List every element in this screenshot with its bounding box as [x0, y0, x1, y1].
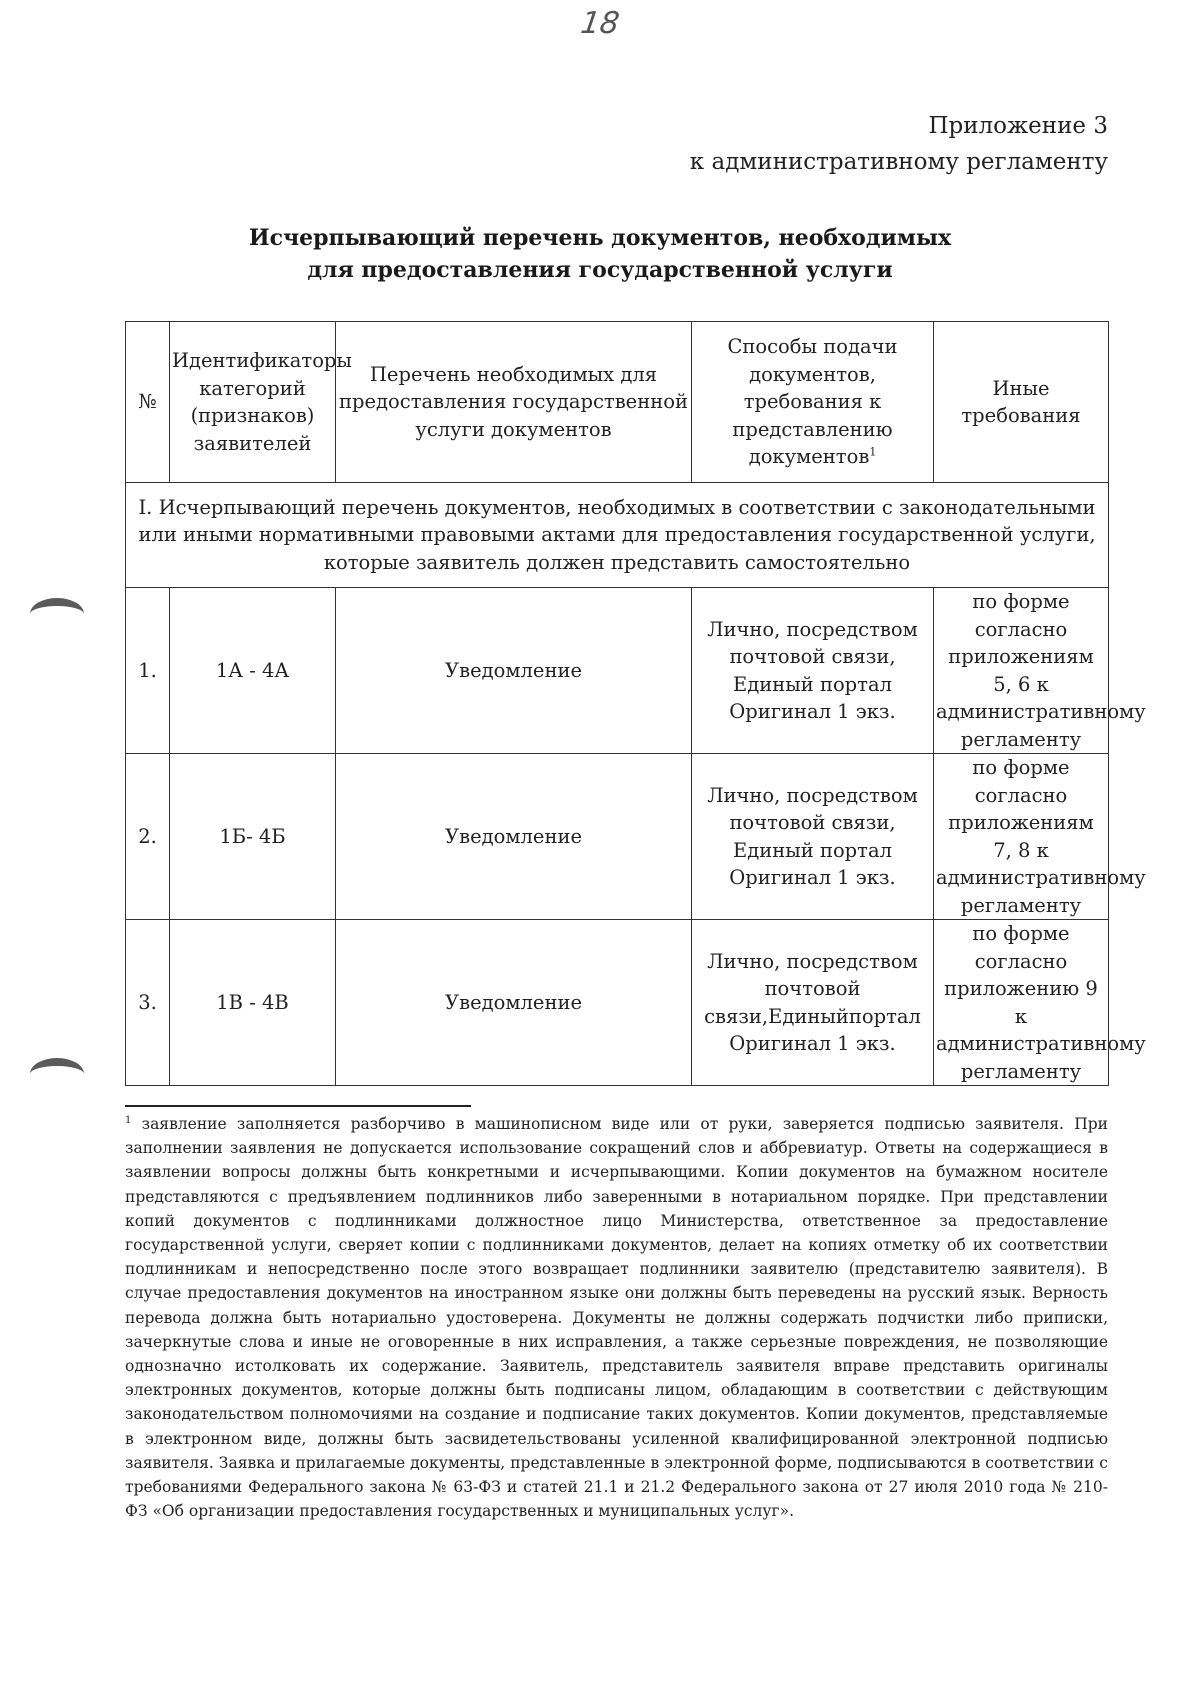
binder-hole-mark: [30, 1058, 84, 1090]
row-applicant-ids: 1Б- 4Б: [170, 754, 336, 920]
documents-table: [125, 321, 1146, 1086]
row-number: 3.: [126, 920, 170, 1086]
footnote-ref: 1: [869, 445, 877, 459]
title-line-1: Исчерпывающий перечень документов, необходимых: [248, 225, 952, 251]
section-heading: I. Исчерпывающий перечень документов, необходимых в соответствии с законодательными или иными нормативными правовыми актами для предоставления государственной услуги, которые заявитель должен представить самостоятельно: [126, 483, 1109, 588]
header-other-requirements: Иные требования: [934, 322, 1109, 483]
row-submission-method: Лично, посредством почтовой связи,Единыйпортал Оригинал 1 экз.: [692, 920, 934, 1086]
row-other-requirements: по форме согласно приложению 9 к административному регламенту: [934, 920, 1109, 1086]
footnote: [125, 1112, 1108, 1523]
footnote-text: заявление заполняется разборчиво в машинописном виде или от руки, заверяется подписью заявителя. При заполнении заявления не допускается использование сокращений слов и аббревиатур. Ответы на содержащиеся в заявлении вопросы должны быть конкретными и исчерпывающими. Копии документов на бумажном носителе представляются с предъявлением подлинников либо заверенными в нотариальном порядке. При представлении копий документов с подлинниками должностное лицо Министерства, ответственное за предоставление государственной услуги, сверяет копии с подлинниками документов, делает на копиях отметку об их соответствии подлинникам и непосредственно после этого возвращает подлинники заявителю (представителю заявителя). В случае предоставления документов на иностранном языке они должны быть переведены на русский язык. Верность перевода должна быть нотариально удостоверена. Документы не должны содержать подчистки либо приписки, зачеркнутые слова и иные не оговоренные в них исправления, а также серьезные повреждения, не позволяющие однозначно истолковать их содержание. Заявитель, представитель заявителя вправе представить оригиналы электронных документов, которые должны быть подписаны лицом, обладающим в соответствии с действующим законодательством полномочиями на создание и подписание таких документов. Копии документов, представляемые в электронном виде, должны быть засвидетельствованы усиленной квалифицированной электронной подписью заявителя. Заявка и прилагаемые документы, представленные в электронной форме, подписываются в соответствии с требованиями Федерального закона № 63-ФЗ и статей 21.1 и 21.2 Федерального закона от 27 июля 2010 года № 210-ФЗ «Об организации предоставления государственных и муниципальных услуг».: [125, 1115, 1108, 1521]
table-row: [126, 920, 1109, 1086]
document-title: [0, 222, 1200, 286]
row-submission-method: Лично, посредством почтовой связи, Единый портал Оригинал 1 экз.: [692, 754, 934, 920]
section-row: [126, 483, 1109, 588]
row-document: Уведомление: [336, 920, 692, 1086]
header-number: №: [126, 322, 170, 483]
row-applicant-ids: 1В - 4В: [170, 920, 336, 1086]
table-row: [126, 754, 1109, 920]
row-applicant-ids: 1А - 4А: [170, 588, 336, 754]
table-header-row: [126, 322, 1109, 483]
page-number: 18: [578, 6, 622, 41]
row-other-requirements: по форме согласно приложениям 5, 6 к административному регламенту: [934, 588, 1109, 754]
appendix-heading: [690, 108, 1108, 180]
binder-hole-mark: [30, 598, 84, 630]
row-other-requirements: по форме согласно приложениям 7, 8 к административному регламенту: [934, 754, 1109, 920]
appendix-line-1: Приложение 3: [928, 113, 1108, 139]
row-document: Уведомление: [336, 754, 692, 920]
footnote-separator: [125, 1105, 471, 1107]
header-applicant-ids: Идентификаторы категорий (признаков) заявителей: [170, 322, 336, 483]
row-number: 2.: [126, 754, 170, 920]
title-line-2: для предоставления государственной услуги: [307, 257, 893, 283]
appendix-line-2: к административному регламенту: [689, 149, 1108, 175]
header-submission-methods: [692, 322, 934, 483]
header-documents: Перечень необходимых для предоставления государственной услуги документов: [336, 322, 692, 483]
table-row: [126, 588, 1109, 754]
row-document: Уведомление: [336, 588, 692, 754]
footnote-marker: 1: [125, 1114, 132, 1126]
row-submission-method: Лично, посредством почтовой связи, Единый портал Оригинал 1 экз.: [692, 588, 934, 754]
row-number: 1.: [126, 588, 170, 754]
header-methods-text: Способы подачи документов, требования к представлению документов: [727, 335, 898, 469]
